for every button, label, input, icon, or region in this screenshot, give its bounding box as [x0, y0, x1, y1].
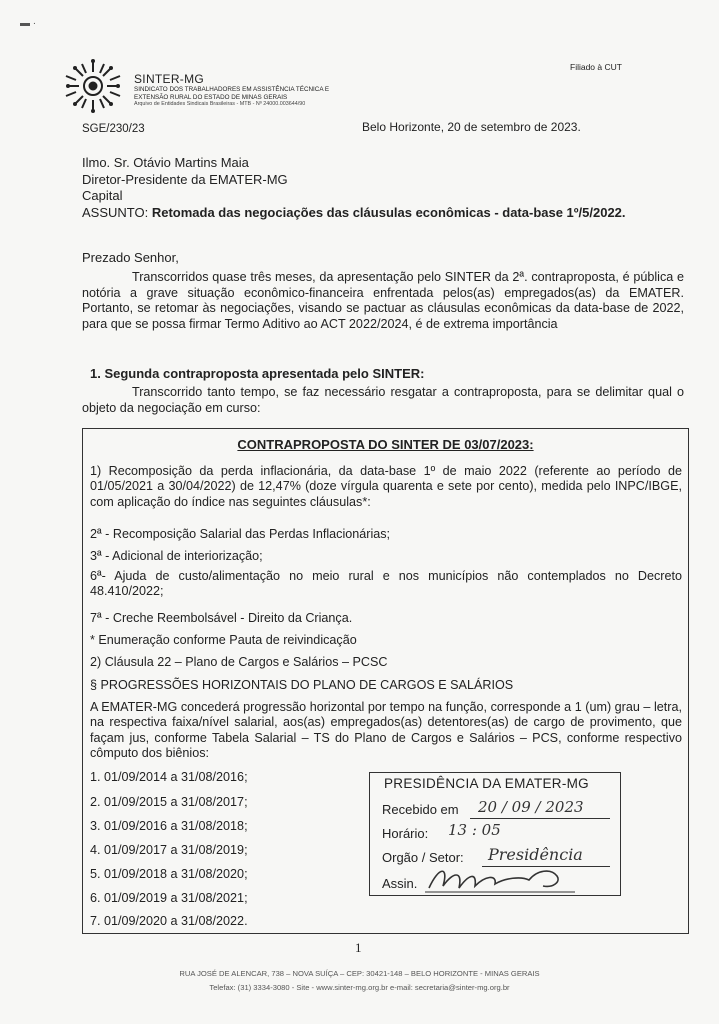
item-2-text: 2) Cláusula 22 – Plano de Cargos e Salários – PCSC — [90, 655, 388, 669]
clause-2: 2ª - Recomposição Salarial das Perdas Inflacionárias; — [90, 527, 391, 541]
org-name: SINTER-MG — [134, 72, 205, 86]
sinter-logo-icon — [62, 58, 124, 114]
bienio-item: 4. 01/09/2017 a 31/08/2019; — [90, 843, 248, 857]
clause-3: 3ª - Adicional de interiorização; — [90, 549, 263, 563]
counterproposal-title: CONTRAPROPOSTA DO SINTER DE 03/07/2023: — [237, 437, 534, 452]
handwritten-signature — [425, 862, 575, 896]
org-subtitle-line1: SINDICATO DOS TRABALHADORES EM ASSISTÊNCIA TÉCNICA E — [134, 86, 330, 93]
org-subtitle — [134, 86, 329, 102]
org-subtitle-line2: EXTENSÃO RURAL DO ESTADO DE MINAS GERAIS — [134, 93, 288, 101]
clause-6: 6ª- Ajuda de custo/alimentação no meio rural e nos municípios não contemplados no Decreto 48.410/2022; — [90, 569, 682, 599]
stamp-received-value: 20 / 09 / 2023 — [478, 798, 584, 816]
bienio-item: 1. 01/09/2014 a 31/08/2016; — [90, 770, 248, 784]
bienio-item: 6. 01/09/2019 a 31/08/2021; — [90, 891, 248, 905]
stamp-time-value: 13 : 05 — [448, 821, 501, 839]
org-registry: Arquivo de Entidades Sindicais Brasileiras - MTB - Nº 24000.003644/90 — [134, 101, 306, 107]
bienio-item: 7. 01/09/2020 a 31/08/2022. — [90, 914, 248, 928]
subject-label: ASSUNTO: — [82, 204, 152, 220]
bienio-item: 5. 01/09/2018 a 31/08/2020; — [90, 867, 248, 881]
footer-contact: Telefax: (31) 3334-3080 - Site - www.sinter-mg.org.br e-mail: secretaria@sinter-mg.org.br — [209, 983, 510, 992]
bienio-item: 3. 01/09/2016 a 31/08/2018; — [90, 819, 248, 833]
progressions-heading: § PROGRESSÕES HORIZONTAIS DO PLANO DE CARGOS E SALÁRIOS — [90, 678, 514, 692]
date-line: Belo Horizonte, 20 de setembro de 2023. — [362, 120, 581, 134]
subject-text: Retomada das negociações das cláusulas econômicas - data-base 1º/5/2022. — [151, 204, 626, 220]
stamp-received-line — [470, 818, 610, 819]
bienio-item: 2. 01/09/2015 a 31/08/2017; — [90, 795, 248, 809]
enumeration-note: * Enumeração conforme Pauta de reivindicação — [90, 633, 357, 647]
corner-mark: ▬ · — [20, 18, 37, 29]
reference-number: SGE/230/23 — [82, 123, 145, 135]
section-1-title: 1. Segunda contraproposta apresentada pelo SINTER: — [90, 366, 425, 381]
stamp-time-label: Horário: — [382, 826, 429, 841]
stamp-sector-label: Orgão / Setor: — [382, 850, 464, 865]
stamp-sign-label: Assin. — [382, 876, 418, 891]
addressee-block — [82, 155, 626, 221]
item-1-text: 1) Recomposição da perda inflacionária, da data-base 1º de maio 2022 (referente ao período de 01/05/2021 a 30/04/2022) de 12,47% (doze vírgula quarenta e sete por cento), medida pelo INPC/IBGE, com aplicação do índice nas seguintes cláusulas*: — [90, 464, 682, 509]
addressee-name: Ilmo. Sr. Otávio Martins Maia — [82, 155, 249, 170]
addressee-title: Diretor-Presidente da EMATER-MG — [82, 171, 288, 187]
stamp-title: PRESIDÊNCIA DA EMATER-MG — [384, 776, 589, 791]
footer-address: RUA JOSÉ DE ALENCAR, 738 – NOVA SUÍÇA – CEP: 30421-148 – BELO HORIZONTE - MINAS GERAIS — [179, 969, 540, 978]
affiliation-label: Filiado à CUT — [570, 62, 622, 72]
clause-7: 7ª - Creche Reembolsável - Direito da Criança. — [90, 611, 353, 625]
salutation: Prezado Senhor, — [82, 250, 179, 265]
paragraph-2: Transcorrido tanto tempo, se faz necessário resgatar a contraproposta, para se delimitar qual o objeto da negociação em curso: — [82, 385, 684, 415]
subject-line — [82, 205, 626, 222]
addressee-city: Capital — [82, 188, 123, 203]
page-number: 1 — [355, 940, 362, 955]
stamp-received-label: Recebido em — [382, 802, 459, 817]
stamp-sector-value: Presidência — [488, 845, 583, 864]
paragraph-1: Transcorridos quase três meses, da apresentação pelo SINTER da 2ª. contraproposta, é pública e notória a grave situação econômico-financeira enfrentada pelos(as) empregados(as) da EMATER. Portanto, se retomar às negociações, visando se pactuar as cláusulas econômicas da data-base de 2022, para que se possa firmar Termo Aditivo ao ACT 2022/2024, é de extrema importância — [82, 270, 684, 331]
progression-text: A EMATER-MG concederá progressão horizontal por tempo na função, corresponde a 1 (um) grau – letra, na respectiva faixa/nível salarial, aos(as) empregados(as) detentores(as) de cargo de provimento, que façam jus, conforme Tabela Salarial – TS do Plano de Cargos e Salários – PCS, conforme respectivo cômputo dos biênios: — [90, 700, 682, 761]
